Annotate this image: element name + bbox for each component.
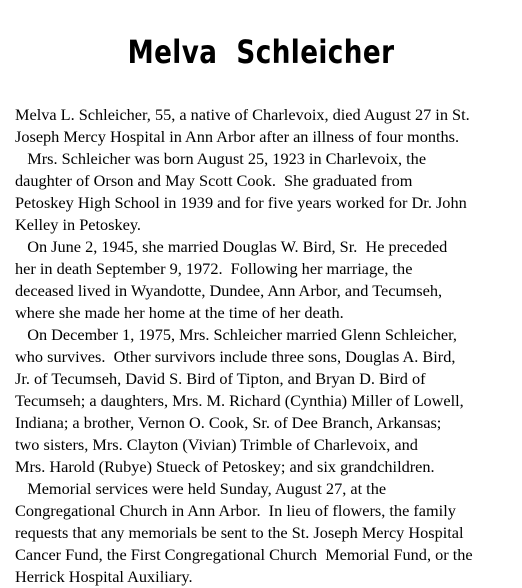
- obituary-body: [15, 104, 521, 588]
- body-line: Tecumseh; a daughters, Mrs. M. Richard (Cynthia) Miller of Lowell,: [15, 391, 464, 410]
- body-line: Cancer Fund, the First Congregational Church Memorial Fund, or the: [15, 545, 473, 564]
- body-line: Melva L. Schleicher, 55, a native of Charlevoix, died August 27 in St.: [15, 105, 470, 124]
- body-line: deceased lived in Wyandotte, Dundee, Ann Arbor, and Tecumseh,: [15, 281, 443, 300]
- body-line: where she made her home at the time of her death.: [15, 303, 344, 322]
- body-line: daughter of Orson and May Scott Cook. She graduated from: [15, 171, 413, 190]
- body-line: two sisters, Mrs. Clayton (Vivian) Trimble of Charlevoix, and: [15, 435, 418, 454]
- body-line: Indiana; a brother, Vernon O. Cook, Sr. of Dee Branch, Arkansas;: [15, 413, 442, 432]
- body-line: Jr. of Tecumseh, David S. Bird of Tipton, and Bryan D. Bird of: [15, 369, 426, 388]
- body-line: Petoskey High School in 1939 and for five years worked for Dr. John: [15, 193, 467, 212]
- body-line: Congregational Church in Ann Arbor. In lieu of flowers, the family: [15, 501, 456, 520]
- body-line: On December 1, 1975, Mrs. Schleicher married Glenn Schleicher,: [15, 325, 457, 344]
- body-line: Mrs. Harold (Rubye) Stueck of Petoskey; and six grandchildren.: [15, 457, 435, 476]
- body-line: who survives. Other survivors include three sons, Douglas A. Bird,: [15, 347, 456, 366]
- body-line: her in death September 9, 1972. Following her marriage, the: [15, 259, 413, 278]
- body-line: Kelley in Petoskey.: [15, 215, 142, 234]
- body-line: Joseph Mercy Hospital in Ann Arbor after an illness of four months.: [15, 127, 460, 146]
- body-line: Herrick Hospital Auxiliary.: [15, 567, 193, 586]
- body-line: Mrs. Schleicher was born August 25, 1923 in Charlevoix, the: [15, 149, 427, 168]
- body-line: requests that any memorials be sent to the St. Joseph Mercy Hospital: [15, 523, 464, 542]
- page-title: Melva Schleicher: [127, 33, 395, 71]
- body-line: Memorial services were held Sunday, August 27, at the: [15, 479, 387, 498]
- body-line: On June 2, 1945, she married Douglas W. Bird, Sr. He preceded: [15, 237, 448, 256]
